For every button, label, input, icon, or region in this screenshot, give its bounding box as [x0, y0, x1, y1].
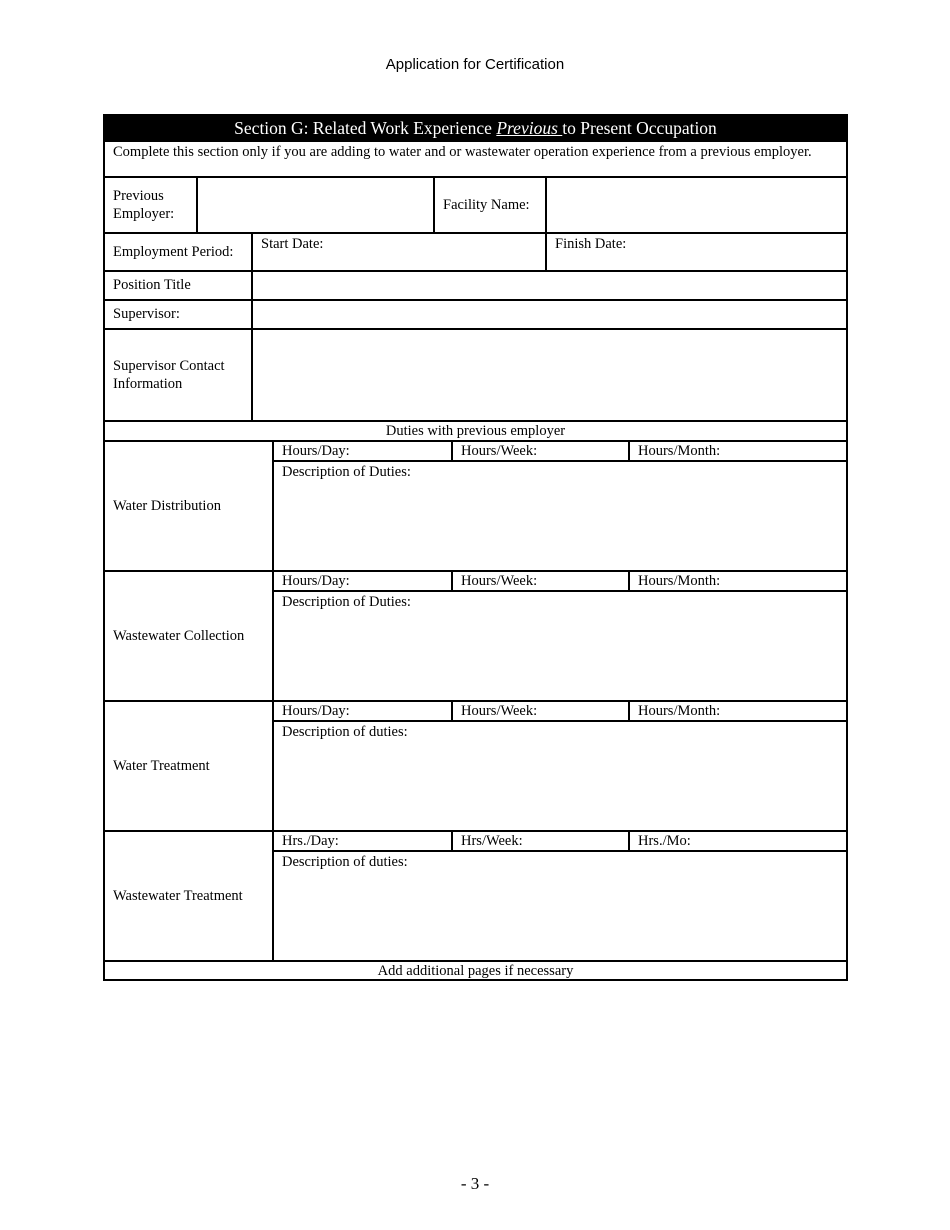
- position-title-label: Position Title: [105, 272, 253, 299]
- supervisor-contact-field[interactable]: [253, 330, 846, 420]
- hours-month-field[interactable]: Hours/Month:: [638, 573, 721, 589]
- supervisor-contact-row: [105, 328, 846, 420]
- start-date-label: Start Date:: [261, 236, 324, 252]
- hours-month-field[interactable]: Hours/Month:: [638, 703, 721, 719]
- section-instruction: Complete this section only if you are adding to water and or wastewater operation experience from a previous employer.: [105, 141, 846, 176]
- hours-week-field[interactable]: Hrs/Week:: [453, 832, 630, 850]
- category-wastewater-collection: [105, 570, 846, 700]
- hours-month-field[interactable]: Hrs./Mo:: [638, 833, 691, 849]
- employer-row: [105, 176, 846, 232]
- description-field[interactable]: Description of duties:: [282, 724, 408, 740]
- category-wastewater-treatment: [105, 830, 846, 960]
- category-label: Wastewater Collection: [105, 572, 274, 700]
- description-field[interactable]: Description of Duties:: [282, 464, 411, 480]
- previous-employer-label: Previous Employer:: [105, 178, 198, 232]
- hours-day-field[interactable]: Hours/Day:: [274, 572, 453, 590]
- hours-day-field[interactable]: Hours/Day:: [274, 442, 453, 460]
- category-label: Wastewater Treatment: [105, 832, 274, 960]
- description-field[interactable]: Description of Duties:: [282, 594, 411, 610]
- duties-header: Duties with previous employer: [105, 420, 846, 440]
- hours-day-field[interactable]: Hours/Day:: [274, 702, 453, 720]
- section-g-form: [103, 114, 848, 981]
- section-title: [105, 116, 846, 141]
- page-header: Application for Certification: [385, 56, 565, 73]
- position-title-row: [105, 270, 846, 299]
- hours-month-field[interactable]: Hours/Month:: [638, 443, 721, 459]
- section-title-emphasis: Previous: [496, 118, 563, 138]
- additional-pages-note: Add additional pages if necessary: [105, 960, 846, 979]
- employment-period-row: [105, 232, 846, 270]
- category-label: Water Treatment: [105, 702, 274, 830]
- supervisor-field[interactable]: [253, 301, 846, 328]
- supervisor-contact-label: Supervisor Contact Information: [105, 330, 253, 420]
- supervisor-label: Supervisor:: [105, 301, 253, 328]
- section-title-part-2: to Present Occupation: [562, 118, 717, 138]
- category-label: Water Distribution: [105, 442, 274, 570]
- hours-day-field[interactable]: Hrs./Day:: [274, 832, 453, 850]
- category-water-distribution: [105, 440, 846, 570]
- section-title-part-1: Section G: Related Work Experience: [234, 118, 497, 138]
- page-number: - 3 -: [460, 1174, 490, 1193]
- supervisor-row: [105, 299, 846, 328]
- position-title-field[interactable]: [253, 272, 846, 299]
- description-field[interactable]: Description of duties:: [282, 854, 408, 870]
- finish-date-label: Finish Date:: [555, 236, 627, 252]
- hours-week-field[interactable]: Hours/Week:: [453, 702, 630, 720]
- hours-week-field[interactable]: Hours/Week:: [453, 442, 630, 460]
- employment-period-label: Employment Period:: [105, 234, 253, 270]
- hours-week-field[interactable]: Hours/Week:: [453, 572, 630, 590]
- category-water-treatment: [105, 700, 846, 830]
- previous-employer-field[interactable]: [198, 178, 435, 232]
- facility-name-label: Facility Name:: [435, 178, 547, 232]
- facility-name-field[interactable]: [547, 178, 846, 232]
- start-date-field[interactable]: [253, 234, 547, 270]
- finish-date-field[interactable]: [547, 234, 846, 270]
